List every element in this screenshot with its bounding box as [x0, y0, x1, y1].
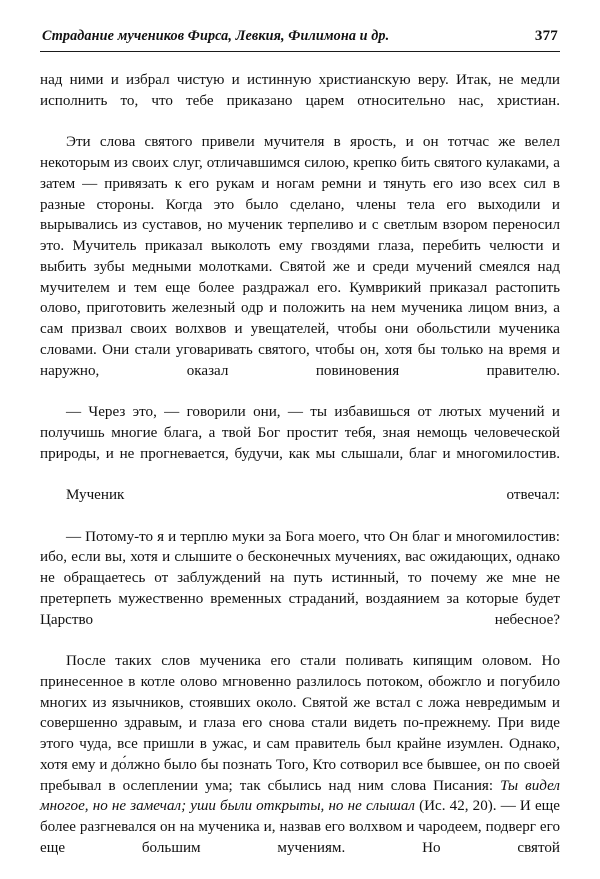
paragraph: Эти слова святого привели мучителя в ярость, и он тотчас же велел некоторым из своих слуг, отличавшимся силою, крепко бить святого кулаками, а затем — привязать к его рукам и ногам ремни и тянуть его изо всех сил в разные стороны. Когда это было сделано, члены тела его выходили и вырывались из суставов, но мученик терпеливо и с светлым взором переносил это. Мучитель приказал выколоть ему гвоздями глаза, перебить челюсти и выбить зубы медными молотками. Святой же и среди мучений смеялся над мучителем и тем еще более раздражал его. Кумврикий приказал растопить олово, приготовить железный одр и положить на нем мученика лицом вниз, а сам призвал своих волхвов и увещателей, чтобы они обольстили мученика словами. Они стали уговаривать святого, чтобы он, хотя бы только на время и наружно, оказал повиновения правителю. [40, 134, 560, 379]
running-head [40, 28, 560, 52]
paragraph: — Потому-то я и терплю муки за Бога моего, что Он благ и многомилостив: ибо, если вы, хотя и слышите о бесконечных мучениях, вас ожидающих, однако не обращаетесь от заблуждений на путь истинный, то почему же мне не претерпеть мужественно временных страданий, воздаянием за которые будет Царство небесное? [40, 528, 560, 628]
paragraph: Мученик отвечал: [66, 487, 560, 503]
paragraph-text-after-quote: (Ис. 42, 20). — И еще более разгневался он на мученика и, назвав его волхвом и чародеем, подверг его еще большим мучениям. Но святой [40, 798, 560, 856]
paragraph-text-before-quote: После таких слов мученика его стали поливать кипящим оловом. Но принесенное в котле олово мгновенно разлилось потоком, обожгло и погубило многих из язычников, стоявших около. Святой же встал с ложа невредимым и совершенно здравым, и глаза его снова стали видеть по-прежнему. При виде этого чуда, все пришли в ужас, и сам правитель был крайне изумлен. Однако, хотя ему и до́лжно было бы познать Того, Кто сотворил все бывшее, он по своей пребывал в ослеплении ума; так сбылись над ним слова Писания: [40, 653, 560, 794]
running-head-title: Страдание мучеников Фирса, Левкия, Филимона и др. [42, 28, 390, 44]
paragraph: — Через это, — говорили они, — ты избавишься от лютых мучений и получишь многие блага, а твой Бог простит тебя, зная немощь человеческой природы, и не прогневается, будучи, как мы слышали, благ и многомилостив. [40, 404, 560, 462]
scripture-quote: Ты видел многое, но не замечал; уши были открыты, но не слышал [40, 777, 561, 815]
page-number: 377 [534, 28, 558, 44]
paragraph: над ними и избрал чистую и истинную христианскую веру. Итак, не медли исполнить то, что тебе приказано царем относительно нас, христиан. [40, 72, 560, 109]
body-text [40, 70, 560, 879]
paragraph-with-scripture [40, 651, 560, 879]
